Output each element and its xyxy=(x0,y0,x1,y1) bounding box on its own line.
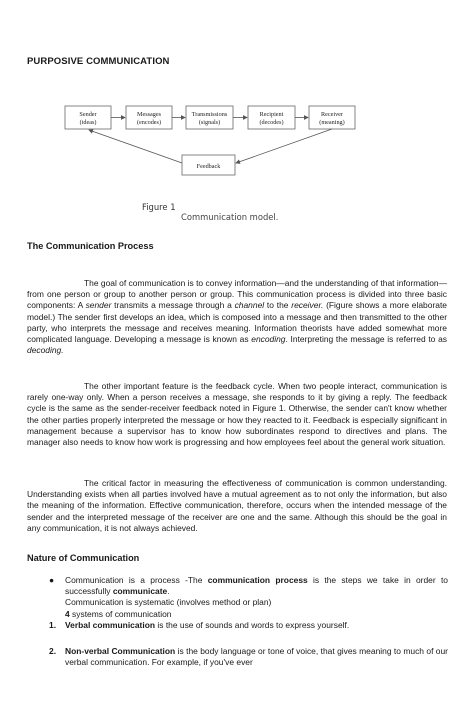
box-messages-line2: (encodes) xyxy=(136,119,162,126)
item-number: 2. xyxy=(49,646,57,656)
box-sender-line1: Sender xyxy=(79,111,97,118)
box-messages-line1: Messages xyxy=(136,111,162,118)
figure-number: Figure 1 xyxy=(142,202,176,212)
box-receiver-line1: Receiver xyxy=(321,111,343,118)
numbered-item-non-verbal: 2. Non-verbal Communication is the body language or tone of voice, that gives meaning to much of our verbal communication. For example, if you've ever xyxy=(49,646,448,668)
box-recipient-line1: Recipient xyxy=(259,111,284,118)
box-recipient xyxy=(248,106,295,129)
item-number: 1. xyxy=(49,620,57,630)
arrow-feedback-sender xyxy=(89,130,182,163)
arrow-receiver-feedback xyxy=(236,129,332,163)
bullet-line-four-systems: 4 systems of communication xyxy=(65,608,172,619)
bullet-line-systematic: Communication is systematic (involves method or plan) xyxy=(65,597,272,608)
bullet-dot: ● xyxy=(49,575,55,585)
box-recipient-line2: (decodes) xyxy=(259,119,284,126)
box-receiver xyxy=(309,106,355,129)
bullet-item-process xyxy=(49,575,448,620)
section-heading-nature-of-communication: Nature of Communication xyxy=(27,553,140,563)
figure-caption-text: Communication model. xyxy=(181,212,279,222)
box-sender-line2: (ideas) xyxy=(79,119,97,126)
communication-model-diagram xyxy=(0,0,474,200)
paragraph-critical-factor: The critical factor in measuring the effectiveness of communication is common understanding. Understanding exists when all parties involved have a mutual agreement as to not only the information, but also the meaning of the information. Effective communication, therefore, occurs when the intended message of the sender and the interpreted message of the receiver are one and the same. Although this should be the goal in any communication, it is not always achieved. xyxy=(27,478,447,533)
figure-caption xyxy=(142,202,278,222)
box-transmissions xyxy=(186,106,233,129)
box-transmissions-line1: Transmissions xyxy=(191,111,228,118)
paragraph-feedback-cycle: The other important feature is the feedback cycle. When two people interact, communication is rarely one-way only. When a person receives a message, she responds to it by giving a reply. The feedback cycle is the same as the sender-receiver feedback noted in Figure 1. Otherwise, the sender can't know whether the other parties properly interpreted the message or how they reacted to it. Feedback is especially significant in management because a supervisor has to know how subordinates respond to directives and plans. The manager also needs to know how work is progressing and how employees feel about the general work situation. xyxy=(27,381,447,448)
bullet-line-process: Communication is a process -The communication process is the steps we take in order to successfully communicate. xyxy=(65,575,448,597)
paragraph-communication-goal: The goal of communication is to convey information—and the understanding of that information—from one person or group to another person or group. This communication process is divided into three basic components: A sender transmits a message through a channel to the receiver. (Figure shows a more elaborate model.) The sender first develops an idea, which is composed into a message and then transmitted to the other party, who interprets the message and receives meaning. Information theorists have added somewhat more complicated language. Developing a message is known as encoding. Interpreting the message is referred to as decoding. xyxy=(27,278,448,356)
box-feedback xyxy=(182,155,235,175)
box-sender xyxy=(65,106,111,129)
box-transmissions-line2: (signals) xyxy=(198,119,221,126)
box-feedback-label: Feedback xyxy=(196,163,221,170)
page-title: PURPOSIVE COMMUNICATION xyxy=(27,56,170,67)
section-heading-communication-process: The Communication Process xyxy=(27,241,154,251)
numbered-item-verbal: 1. Verbal communication is the use of sounds and words to express yourself. xyxy=(49,620,350,630)
box-messages xyxy=(126,106,172,129)
box-receiver-line2: (meaning) xyxy=(319,119,345,126)
